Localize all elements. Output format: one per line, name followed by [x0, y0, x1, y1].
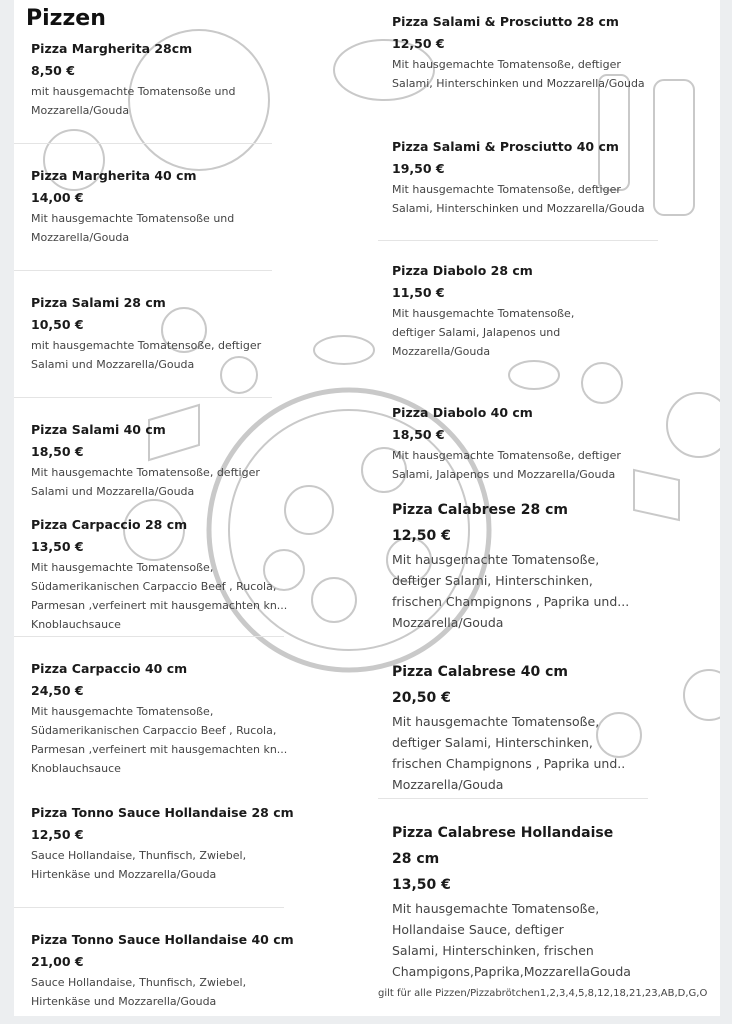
item-name: Pizza Calabrese Hollandaise 28 cm: [392, 825, 614, 867]
item-description-line: Sauce Hollandaise, Thunfisch, Zwiebel,: [31, 976, 247, 989]
item-description-line: Mozzarella/Gouda: [392, 777, 504, 792]
item-name: Pizza Salami 28 cm: [31, 295, 166, 310]
menu-item: [392, 402, 621, 484]
item-price: 24,50 €: [31, 683, 84, 698]
item-price: 19,50 €: [392, 161, 445, 176]
item-name: Pizza Salami & Prosciutto 28 cm: [392, 14, 619, 29]
item-description-line: Mit hausgemachte Tomatensoße, deftiger: [392, 183, 621, 196]
item-price: 13,50 €: [392, 877, 451, 893]
menu-item: [392, 11, 645, 93]
menu-item: [31, 929, 294, 1011]
page-title: Pizzen: [26, 6, 106, 31]
item-price: 20,50 €: [392, 690, 451, 706]
item-price: 14,00 €: [31, 190, 84, 205]
item-description-line: frischen Champignons , Paprika und..: [392, 756, 626, 771]
item-price: 13,50 €: [31, 539, 84, 554]
item-description-line: Mit hausgemachte Tomatensoße, deftiger: [392, 449, 621, 462]
item-price: 12,50 €: [392, 528, 451, 544]
item-description-line: deftiger Salami, Hinterschinken,: [392, 573, 593, 588]
item-description-line: Parmesan ,verfeinert mit hausgemachten kn...: [31, 743, 288, 756]
item-description-line: Mit hausgemachte Tomatensoße, deftiger: [392, 58, 621, 71]
item-name: Pizza Tonno Sauce Hollandaise 40 cm: [31, 932, 294, 947]
item-description-line: Hirtenkäse und Mozzarella/Gouda: [31, 995, 217, 1008]
item-price: 12,50 €: [392, 36, 445, 51]
item-name: Pizza Salami 40 cm: [31, 422, 166, 437]
item-description-line: Salami, Hinterschinken und Mozzarella/Gouda: [392, 202, 645, 215]
item-description-line: deftiger Salami, Jalapenos und: [392, 326, 561, 339]
menu-item: [31, 419, 260, 501]
menu-item: [31, 165, 234, 247]
item-name: Pizza Tonno Sauce Hollandaise 28 cm: [31, 805, 294, 820]
allergen-footnote: gilt für alle Pizzen/Pizzabrötchen1,2,3,4,5,8,12,18,21,23,AB,D,G,O: [378, 988, 708, 999]
item-name: Pizza Calabrese 40 cm: [392, 664, 569, 680]
item-description-line: mit hausgemachte Tomatensoße und: [31, 85, 236, 98]
item-description-line: Mit hausgemachte Tomatensoße,: [392, 307, 575, 320]
item-description-line: Salami, Jalapenos und Mozzarella/Gouda: [392, 468, 616, 481]
item-description-line: frischen Champignons , Paprika und...: [392, 594, 630, 609]
menu-item: [392, 820, 632, 982]
item-description-line: Mozzarella/Gouda: [31, 104, 130, 117]
menu-item: [392, 136, 645, 218]
item-description-line: mit hausgemachte Tomatensoße, deftiger: [31, 339, 262, 352]
item-price: 8,50 €: [31, 63, 75, 78]
item-name: Pizza Margherita 28cm: [31, 41, 193, 56]
item-description-line: Salami und Mozzarella/Gouda: [31, 485, 195, 498]
item-description-line: Mit hausgemachte Tomatensoße,: [392, 901, 600, 916]
menu-item: [31, 514, 287, 634]
item-description-line: Mit hausgemachte Tomatensoße,: [31, 705, 214, 718]
item-price: 10,50 €: [31, 317, 84, 332]
menu-item: [392, 497, 629, 633]
item-price: 11,50 €: [392, 285, 445, 300]
item-description-line: Salami und Mozzarella/Gouda: [31, 358, 195, 371]
item-description-line: Champigons,Paprika,MozzarellaGouda: [392, 964, 631, 979]
item-description-line: deftiger Salami, Hinterschinken,: [392, 735, 593, 750]
item-description-line: Mozzarella/Gouda: [392, 345, 491, 358]
item-description-line: Salami, Hinterschinken, frischen: [392, 943, 594, 958]
item-description-line: Hirtenkäse und Mozzarella/Gouda: [31, 868, 217, 881]
item-price: 18,50 €: [31, 444, 84, 459]
item-price: 18,50 €: [392, 427, 445, 442]
menu-item: [31, 292, 261, 374]
item-description-line: Salami, Hinterschinken und Mozzarella/Gouda: [392, 77, 645, 90]
item-description-line: Mit hausgemachte Tomatensoße, deftiger: [31, 466, 260, 479]
item-description-line: Mit hausgemachte Tomatensoße,: [392, 714, 600, 729]
menu-item: [31, 38, 235, 120]
item-description-line: Knoblauchsauce: [31, 618, 121, 631]
item-description-line: Mit hausgemachte Tomatensoße und: [31, 212, 235, 225]
item-name: Pizza Calabrese 28 cm: [392, 502, 569, 518]
item-description-line: Mozzarella/Gouda: [31, 231, 130, 244]
item-name: Pizza Margherita 40 cm: [31, 168, 197, 183]
item-description-line: Knoblauchsauce: [31, 762, 121, 775]
item-description-line: Parmesan ,verfeinert mit hausgemachten kn...: [31, 599, 288, 612]
menu-item: [392, 659, 625, 795]
item-name: Pizza Salami & Prosciutto 40 cm: [392, 139, 619, 154]
item-name: Pizza Carpaccio 40 cm: [31, 661, 188, 676]
item-description-line: Mit hausgemachte Tomatensoße,: [392, 552, 600, 567]
menu-item: [31, 802, 294, 884]
item-description-line: Hollandaise Sauce, deftiger: [392, 922, 564, 937]
item-description-line: Sauce Hollandaise, Thunfisch, Zwiebel,: [31, 849, 247, 862]
item-description-line: Mit hausgemachte Tomatensoße,: [31, 561, 214, 574]
menu-page: [14, 0, 720, 1016]
item-price: 12,50 €: [31, 827, 84, 842]
menu-item: [392, 260, 574, 361]
item-description-line: Südamerikanischen Carpaccio Beef , Rucola,: [31, 580, 277, 593]
item-description-line: Südamerikanischen Carpaccio Beef , Rucola,: [31, 724, 277, 737]
item-name: Pizza Diabolo 28 cm: [392, 263, 533, 278]
item-price: 21,00 €: [31, 954, 84, 969]
item-description-line: Mozzarella/Gouda: [392, 615, 504, 630]
menu-item: [31, 658, 287, 778]
item-name: Pizza Diabolo 40 cm: [392, 405, 533, 420]
item-name: Pizza Carpaccio 28 cm: [31, 517, 188, 532]
